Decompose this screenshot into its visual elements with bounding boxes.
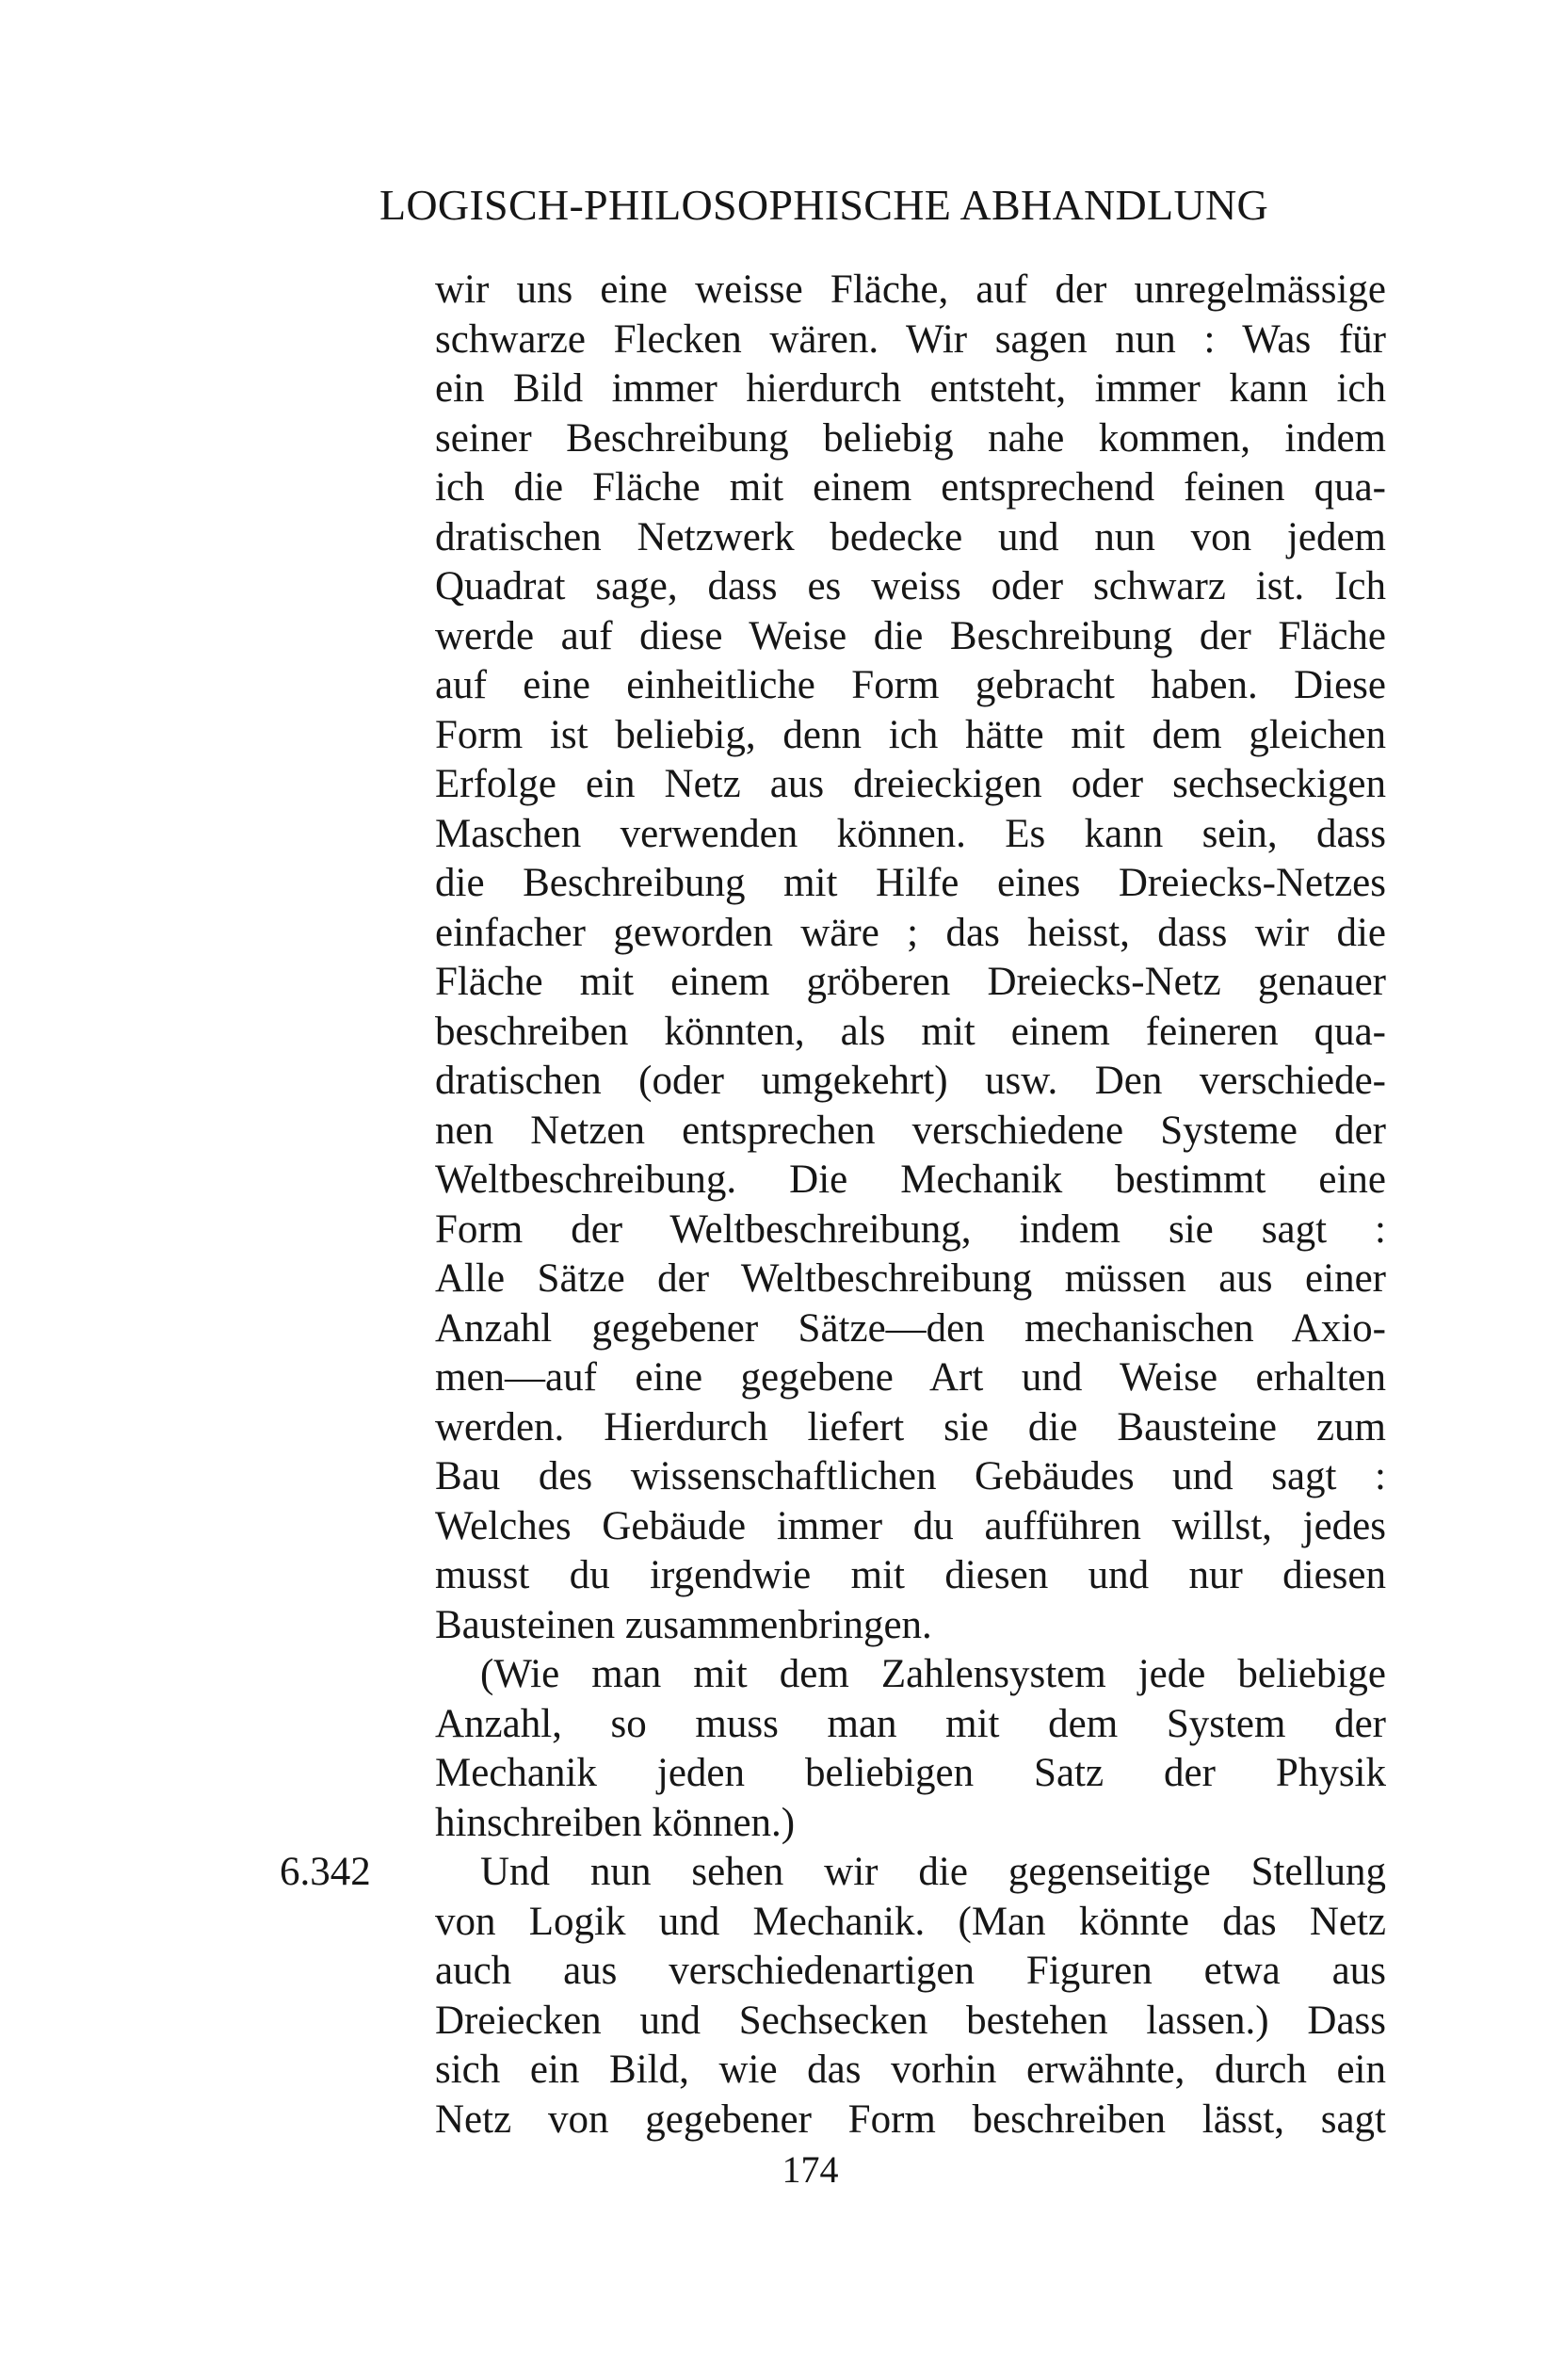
text-line: Weltbeschreibung. Die Mechanik bestimmt eine — [435, 1158, 1386, 1202]
text-line: ein Bild immer hierdurch entsteht, immer kann ich — [435, 366, 1386, 411]
text-line: hinschreiben können.) — [435, 1800, 796, 1845]
text-line: dratischen Netzwerk bedecke und nun von jedem — [435, 514, 1386, 559]
text-line: schwarze Flecken wären. Wir sagen nun : Was für — [435, 316, 1386, 362]
text-line: werden. Hierdurch liefert sie die Bausteine zum — [435, 1404, 1386, 1449]
text-line: Netz von gegebener Form beschreiben lässt, sagt — [435, 2097, 1386, 2142]
section-number: 6.342 — [280, 1850, 371, 1894]
text-line: dratischen (oder umgekehrt) usw. Den verschiede- — [435, 1059, 1386, 1103]
text-line: Mechanik jeden beliebigen Satz der Physik — [435, 1751, 1386, 1795]
text-line: nen Netzen entsprechen verschiedene Systeme der — [435, 1108, 1386, 1153]
text-line: beschreiben könnten, als mit einem feineren qua- — [435, 1009, 1386, 1054]
parenthetical-paragraph — [435, 1650, 1386, 1848]
text-line: die Beschreibung mit Hilfe eines Dreiecks-Netzes — [435, 861, 1386, 905]
text-line: Erfolge ein Netz aus dreieckigen oder sechseckigen — [435, 762, 1386, 806]
text-line: Quadrat sage, dass es weiss oder schwarz ist. Ich — [435, 564, 1386, 608]
text-line: Und nun sehen wir die gegenseitige Stellung — [480, 1850, 1386, 1894]
text-line: Anzahl gegebener Sätze—den mechanischen Axio- — [435, 1305, 1386, 1351]
text-line: werde auf diese Weise die Beschreibung der Fläche — [435, 613, 1386, 658]
text-line: Welches Gebäude immer du aufführen willst, jedes — [435, 1503, 1386, 1548]
text-line: Form ist beliebig, denn ich hätte mit dem gleichen — [435, 712, 1386, 757]
text-line: Alle Sätze der Weltbeschreibung müssen aus einer — [435, 1256, 1386, 1301]
text-line: Dreiecken und Sechsecken bestehen lassen.) Dass — [435, 1998, 1386, 2043]
text-line: auf eine einheitliche Form gebracht haben. Diese — [435, 663, 1386, 707]
text-line: Form der Weltbeschreibung, indem sie sagt : — [435, 1206, 1386, 1252]
text-line: Anzahl, so muss man mit dem System der — [435, 1701, 1386, 1746]
text-line: von Logik und Mechanik. (Man könnte das Netz — [435, 1899, 1386, 1944]
text-line: ich die Fläche mit einem entsprechend feinen qua- — [435, 465, 1386, 510]
text-line: auch aus verschiedenartigen Figuren etwa aus — [435, 1949, 1386, 1993]
text-line: (Wie man mit dem Zahlensystem jede beliebige — [480, 1652, 1386, 1696]
text-line: musst du irgendwie mit diesen und nur diesen — [435, 1553, 1386, 1597]
text-line: wir uns eine weisse Fläche, auf der unregelmässige — [435, 267, 1386, 312]
text-line: Bau des wissenschaftlichen Gebäudes und sagt : — [435, 1454, 1386, 1498]
text-line: Bausteinen zusammenbringen. — [435, 1602, 932, 1647]
text-line: Fläche mit einem gröberen Dreiecks-Netz genauer — [435, 960, 1386, 1004]
text-line: sich ein Bild, wie das vorhin erwähnte, durch ein — [435, 2048, 1386, 2092]
running-title: LOGISCH-PHILOSOPHISCHE ABHANDLUNG — [379, 181, 1269, 229]
continued-paragraph — [435, 266, 1386, 1650]
text-line: seiner Beschreibung beliebig nahe kommen, indem — [435, 415, 1386, 461]
page-number: 174 — [782, 2148, 839, 2191]
text-line: men—auf eine gegebene Art und Weise erhalten — [435, 1355, 1386, 1400]
text-line: Maschen verwenden können. Es kann sein, dass — [435, 811, 1386, 856]
section-6-342-paragraph — [435, 1848, 1386, 2145]
text-line: einfacher geworden wäre ; das heisst, dass wir die — [435, 910, 1386, 955]
